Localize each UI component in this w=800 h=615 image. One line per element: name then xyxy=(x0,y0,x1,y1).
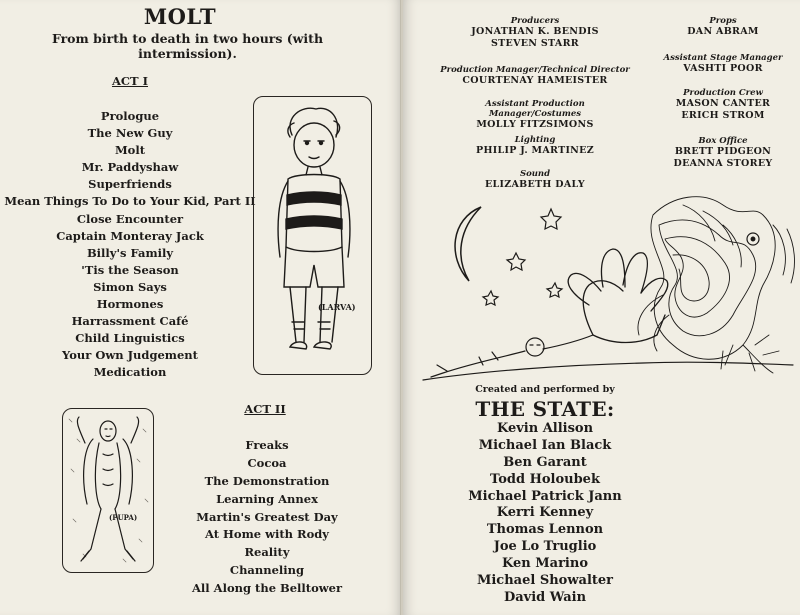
credit-names: VASHTI POOR xyxy=(683,63,763,74)
credit-production-manager xyxy=(440,65,630,87)
credit-names: DAN ABRAM xyxy=(687,26,759,37)
credit-role: Production Crew xyxy=(683,88,763,98)
scene-item: Billy's Family xyxy=(86,245,174,260)
pupa-illustration xyxy=(62,408,154,573)
cast-member: Michael Patrick Jann xyxy=(468,488,622,504)
scene-item: Child Linguistics xyxy=(75,331,185,346)
credit-names: BRETT PIDGEON DEANNA STOREY xyxy=(673,146,773,169)
scene-item: At Home with Rody xyxy=(205,527,329,542)
act2-scene-list xyxy=(192,437,342,598)
act1-heading: ACT I xyxy=(111,74,149,88)
cast-member: Todd Holoubek xyxy=(490,471,600,487)
cast-member: David Wain xyxy=(503,589,587,605)
credit-role: Props xyxy=(709,16,737,26)
credit-production-crew xyxy=(648,88,798,121)
larva-caption: (LARVA) xyxy=(318,302,356,312)
scene-item: Captain Monteray Jack xyxy=(56,228,204,243)
scene-item: Hormones xyxy=(96,297,164,312)
scene-item: Freaks xyxy=(245,438,289,452)
scene-item: The New Guy xyxy=(87,126,173,141)
scene-item: Simon Says xyxy=(93,279,167,294)
credit-names: COURTENAY HAMEISTER xyxy=(462,75,608,86)
cast-intro: Created and performed by xyxy=(475,384,615,395)
cast-member: Michael Showalter xyxy=(476,573,614,589)
cast-member: Ben Garant xyxy=(503,454,587,470)
credit-names: MOLLY FITZSIMONS xyxy=(476,119,594,130)
credit-sound xyxy=(440,169,630,191)
cast-member: Kevin Allison xyxy=(496,421,594,436)
cast-member: Kerri Kenney xyxy=(496,505,594,521)
credit-role: Lighting xyxy=(514,135,556,145)
larva-illustration xyxy=(253,96,372,375)
credit-producers xyxy=(440,16,630,49)
scene-item: Martin's Greatest Day xyxy=(196,509,338,524)
credit-names: MASON CANTER ERICH STROM xyxy=(675,98,771,121)
cast-member: Michael Ian Black xyxy=(478,437,612,453)
credit-box-office xyxy=(648,136,798,169)
scene-item: Mean Things To Do to Your Kid, Part II xyxy=(4,194,256,209)
credit-role: Assistant Stage Manager xyxy=(663,53,783,63)
pupa-caption: (PUPA) xyxy=(109,513,138,522)
credit-role: Box Office xyxy=(698,136,748,146)
credit-role: Production Manager/Technical Director xyxy=(440,65,630,75)
credit-names: JONATHAN K. BENDIS STEVEN STARR xyxy=(471,26,599,49)
scene-item: Molt xyxy=(114,143,146,158)
scene-item: Your Own Judgement xyxy=(62,348,198,363)
scene-item: Mr. Paddyshaw xyxy=(81,160,179,175)
company-name: THE STATE: xyxy=(475,397,615,421)
program-title: MOLT xyxy=(143,4,217,29)
scene-item: 'Tis the Season xyxy=(81,262,179,277)
credit-names: PHILIP J. MARTINEZ xyxy=(476,145,594,156)
scene-item: Close Encounter xyxy=(76,211,184,226)
scene-item: Cocoa xyxy=(247,455,287,470)
cast-member: Joe Lo Truglio xyxy=(493,539,597,555)
credit-assistant-stage-manager xyxy=(648,53,798,75)
cast-list xyxy=(450,421,640,607)
act1-scene-list xyxy=(0,108,260,382)
act2-heading: ACT II xyxy=(244,402,286,416)
star-icon xyxy=(541,209,561,229)
scene-item: All Along the Belltower xyxy=(192,581,343,596)
cast-member: Ken Marino xyxy=(502,556,588,572)
star-icon xyxy=(507,253,525,270)
credit-lighting xyxy=(440,135,630,157)
credit-props xyxy=(648,16,798,38)
scene-item: Prologue xyxy=(100,109,160,123)
scene-item: Channeling xyxy=(229,563,305,578)
creature-illustration xyxy=(403,195,800,385)
star-icon xyxy=(547,283,562,297)
scene-item: Harrassment Café xyxy=(71,314,189,329)
scene-item: Learning Annex xyxy=(216,491,318,506)
moon-icon xyxy=(455,207,481,281)
program-subtitle: From birth to death in two hours (with intermission). xyxy=(51,31,324,61)
credit-role: Assistant Production Manager/Costumes xyxy=(485,99,585,119)
credit-names: ELIZABETH DALY xyxy=(485,179,585,190)
scene-item: The Demonstration xyxy=(204,473,330,488)
cast-member: Thomas Lennon xyxy=(486,522,604,538)
credit-role: Sound xyxy=(519,169,551,179)
credit-role: Producers xyxy=(510,16,560,26)
credit-assistant-production-manager xyxy=(440,99,630,131)
star-icon xyxy=(483,291,498,305)
scene-item: Medication xyxy=(93,365,167,380)
scene-item: Superfriends xyxy=(88,177,172,192)
scene-item: Reality xyxy=(244,545,290,560)
